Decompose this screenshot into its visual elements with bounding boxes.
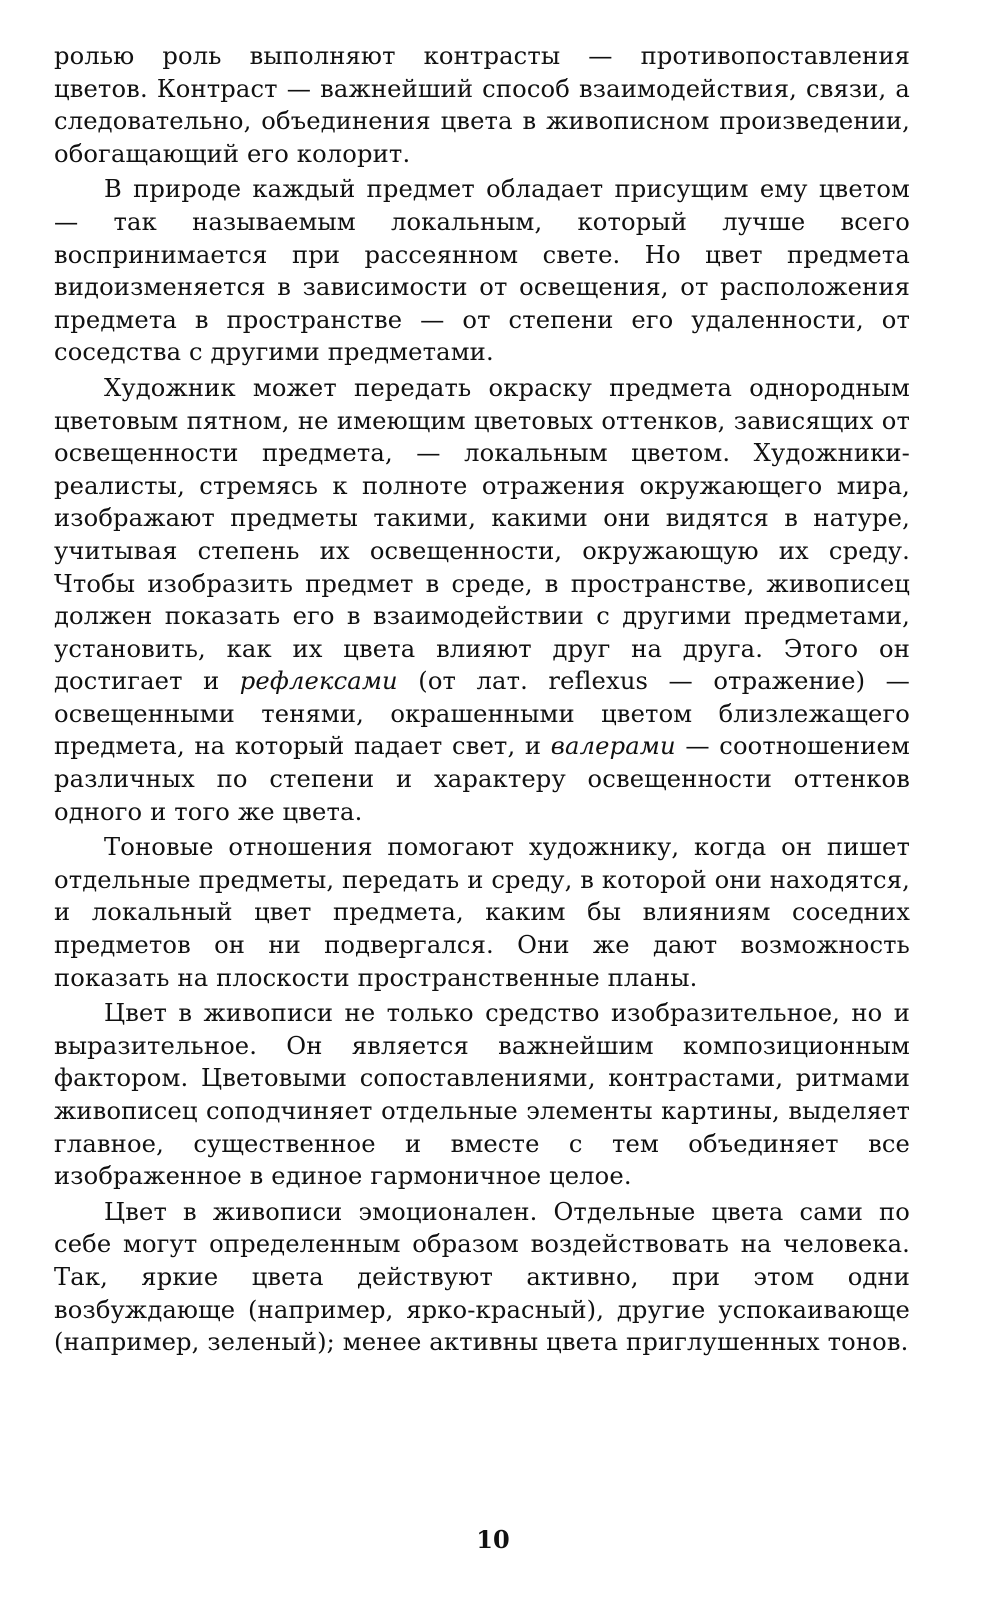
paragraph-1-text: ролью роль выполняют контрасты — противопоставления цветов. Контраст — важнейший способ взаимодействия, связи, а следовательно, объединения цвета в живописном произведении, обогащающий его колорит. (54, 42, 910, 168)
page-number: 10 (476, 1525, 510, 1554)
paragraph-6-text: Цвет в живописи эмоционален. Отдельные цвета сами по себе могут определенным образом воздействовать на человека. Так, яркие цвета действуют активно, при этом одни возбуждающе (например, ярко-красный), другие успокаивающе (например, зеленый); менее активны цвета приглушенных тонов. (54, 1197, 910, 1357)
paragraph-3-text-b: (от лат. reflexus — отражение) — освещенными тенями, окрашенными цветом близлежащего предмета, на который падает свет, и (54, 667, 910, 761)
paragraph-3 (54, 372, 910, 828)
paragraph-2-text: В природе каждый предмет обладает присущим ему цветом — так называемым локальным, который лучше всего воспринимается при рассеянном свете. Но цвет предмета видоизменяется в зависимости от освещения, от расположения предмета в пространстве — от степени его удаленности, от соседства с другими предметами. (54, 175, 910, 367)
paragraph-1 (54, 40, 910, 170)
term-reflexes: рефлексами (239, 667, 398, 696)
paragraph-3-text-c: — соотношением различных по степени и характеру освещенности оттенков одного и того же цвета. (54, 732, 910, 826)
paragraph-5-text: Цвет в живописи не только средство изобразительное, но и выразительное. Он является важнейшим композиционным фактором. Цветовыми сопоставлениями, контрастами, ритмами живописец соподчиняет отдельные элементы картины, выделяет главное, существенное и вместе с тем объединяет все изображенное в единое гармоничное целое. (54, 999, 910, 1191)
paragraph-5 (54, 997, 910, 1193)
paragraph-4-text: Тоновые отношения помогают художнику, когда он пишет отдельные предметы, передать и среду, в которой они находятся, и локальный цвет предмета, каким бы влияниям соседних предметов он ни подвергался. Они же дают возможность показать на плоскости пространственные планы. (54, 833, 910, 992)
paragraph-3-text-a: Художник может передать окраску предмета однородным цветовым пятном, не имеющим цветовых оттенков, зависящих от освещенности предмета, — локальным цветом. Художники-реалисты, стремясь к полноте отражения окружающего мира, изображают предметы такими, какими они видятся в натуре, учитывая степень их освещенности, окружающую их среду. Чтобы изобразить предмет в среде, в пространстве, живописец должен показать его в взаимодействии с другими предметами, установить, как их цвета влияют друг на друга. Этого он достигает и (54, 373, 910, 696)
term-valeurs: валерами (550, 732, 676, 761)
paragraph-6 (54, 1196, 910, 1359)
page-text-body (54, 40, 910, 1362)
paragraph-2 (54, 173, 910, 369)
paragraph-4 (54, 831, 910, 994)
